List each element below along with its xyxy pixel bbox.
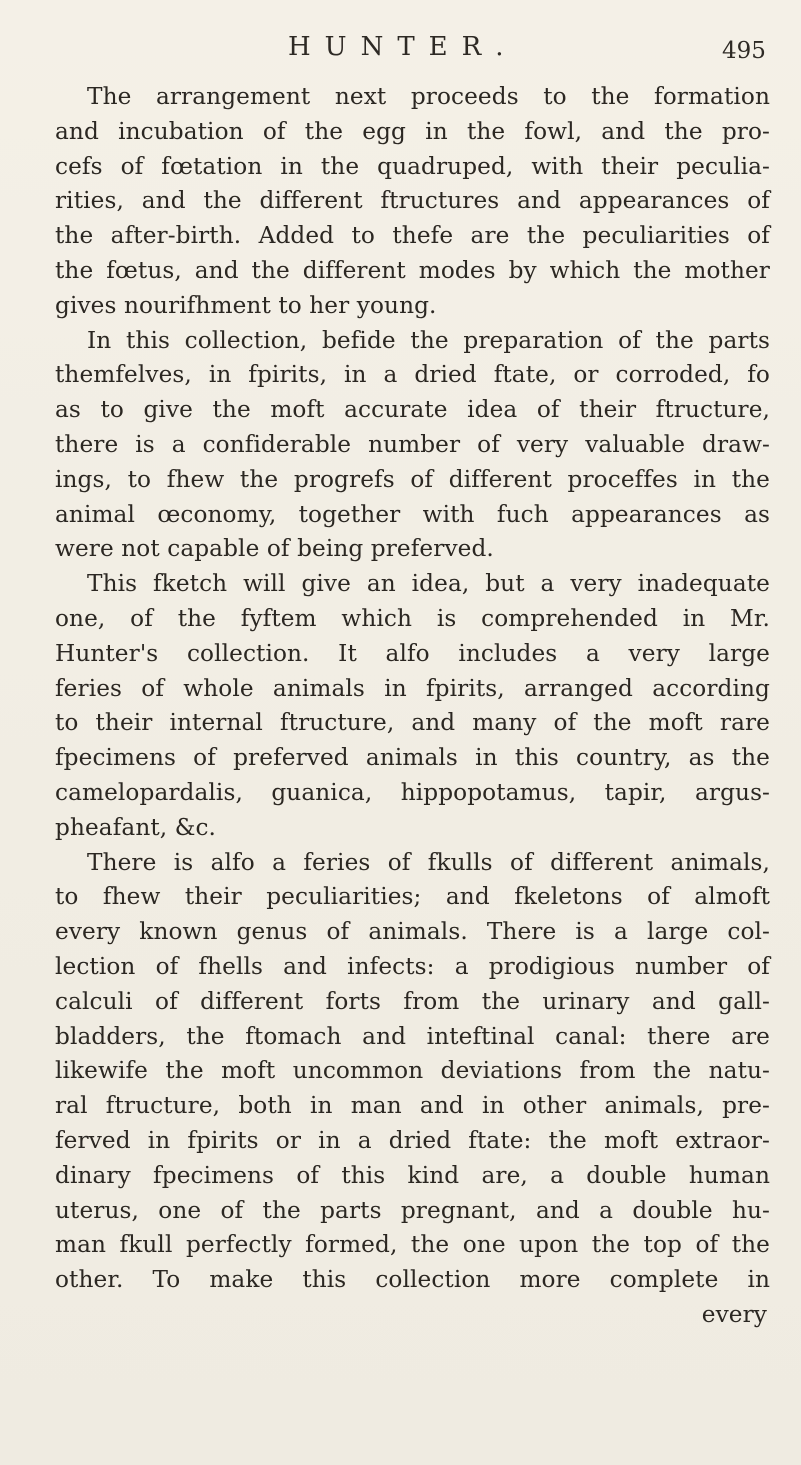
text-line: calculi of different forts from the urinary and gall- xyxy=(55,987,770,1015)
text-line: Hunter's collection. It alfo includes a very large xyxy=(55,639,770,667)
text-line: ings, to fhew the progrefs of different proceffes in the xyxy=(55,465,770,493)
text-line: every known genus of animals. There is a large col- xyxy=(55,918,770,946)
text-line: to fhew their peculiarities; and fkeletons of almoft xyxy=(55,883,770,911)
page-number: 495 xyxy=(722,38,766,64)
text-line: themfelves, in fpirits, in a dried ftate, or corroded, fo xyxy=(55,361,770,389)
text-line: man fkull perfectly formed, the one upon the top of the xyxy=(55,1231,770,1259)
text-line: as to give the moft accurate idea of their ftructure, xyxy=(55,396,770,424)
text-line: camelopardalis, guanica, hippopotamus, tapir, argus- xyxy=(55,778,770,806)
text-line: This fketch will give an idea, but a very inadequate xyxy=(87,570,770,598)
text-line: dinary fpecimens of this kind are, a double human xyxy=(55,1161,770,1189)
body-text xyxy=(55,80,770,1333)
text-line: the fœtus, and the different modes by which the mother xyxy=(55,256,770,284)
text-line: and incubation of the egg in the fowl, and the pro- xyxy=(55,117,770,145)
text-line: fpecimens of preferved animals in this country, as the xyxy=(55,744,770,772)
text-line: other. To make this collection more complete in xyxy=(55,1266,770,1294)
text-line: ferved in fpirits or in a dried ftate: the moft extraor- xyxy=(55,1126,770,1154)
text-line: ral ftructure, both in man and in other animals, pre- xyxy=(55,1092,770,1120)
text-line: lection of fhells and infects: a prodigious number of xyxy=(55,952,770,980)
text-line: There is alfo a feries of fkulls of different animals, xyxy=(87,848,770,876)
text-line: pheafant, &c. xyxy=(55,813,217,841)
text-line: were not capable of being preferved. xyxy=(55,535,494,563)
catchword: every xyxy=(701,1300,767,1328)
running-title: HUNTER. xyxy=(288,32,518,62)
running-head xyxy=(0,30,801,70)
text-line: The arrangement next proceeds to the formation xyxy=(87,83,770,110)
text-line: one, of the fyftem which is comprehended in Mr. xyxy=(55,604,770,632)
text-line: there is a confiderable number of very valuable draw- xyxy=(55,430,770,458)
text-line: feries of whole animals in fpirits, arranged according xyxy=(55,674,770,702)
text-line: likewife the moft uncommon deviations from the natu- xyxy=(55,1057,770,1085)
text-line: cefs of fœtation in the quadruped, with their peculia- xyxy=(55,152,770,180)
text-line: animal œconomy, together with fuch appearances as xyxy=(55,500,770,528)
text-line: the after-birth. Added to thefe are the peculiarities of xyxy=(55,222,770,250)
text-line: rities, and the different ftructures and appearances of xyxy=(55,187,770,215)
text-line: In this collection, befide the preparation of the parts xyxy=(87,326,770,354)
text-line: gives nourifhment to her young. xyxy=(55,291,437,319)
text-line: uterus, one of the parts pregnant, and a double hu- xyxy=(55,1196,770,1224)
text-line: bladders, the ftomach and inteftinal canal: there are xyxy=(55,1022,770,1050)
text-line: to their internal ftructure, and many of the moft rare xyxy=(55,709,770,737)
